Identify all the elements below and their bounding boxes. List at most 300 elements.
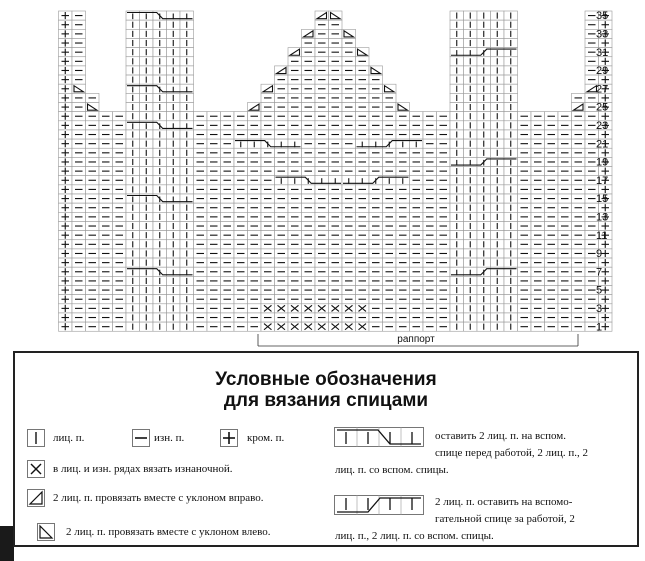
cell-purl-stitch: [572, 93, 586, 102]
cell-knit-stitch: [180, 212, 194, 221]
cell-purl-stitch: [329, 29, 343, 38]
cell-purl-stitch: [207, 148, 221, 157]
cell-purl-stitch: [356, 103, 370, 112]
cell-purl-stitch: [531, 258, 545, 267]
cell-knit-stitch: [126, 276, 140, 285]
cell-knit-stitch: [504, 258, 518, 267]
cell-purl-stitch: [531, 148, 545, 157]
cell-purl-stitch: [329, 157, 343, 166]
cell-purl-stitch: [572, 185, 586, 194]
cell-purl-stitch: [410, 322, 424, 331]
cell-knit-stitch: [180, 286, 194, 295]
cell-purl-stitch: [113, 267, 127, 276]
cell-purl-stitch: [423, 112, 437, 121]
cell-purl-stitch: [288, 267, 302, 276]
cell-purl-stitch: [572, 157, 586, 166]
cell-purl-stitch: [275, 167, 289, 176]
cell-knit-stitch: [504, 276, 518, 285]
cell-purl-stitch: [369, 267, 383, 276]
cell-purl-stitch: [423, 121, 437, 130]
cell-purl-stitch: [194, 194, 208, 203]
cell-purl-stitch: [72, 313, 86, 322]
cell-purl-stitch: [72, 304, 86, 313]
cell-purl-stitch: [342, 221, 356, 230]
cell-purl-stitch: [315, 103, 329, 112]
cell-purl-stitch: [72, 121, 86, 130]
cell-purl-stitch: [572, 322, 586, 331]
cell-purl-stitch: [531, 231, 545, 240]
cell-knit-stitch: [450, 121, 464, 130]
legend-dec-left-label: 2 лиц. п. провязать вместе с уклоном влево.: [66, 526, 271, 538]
cell-knit-stitch: [477, 258, 491, 267]
cell-purl-stitch: [194, 167, 208, 176]
cell-edge-stitch: [59, 267, 73, 276]
cell-knit-stitch: [126, 20, 140, 29]
cell-purl-stitch: [99, 313, 113, 322]
cell-knit-stitch: [180, 139, 194, 148]
cell-knit-stitch: [504, 212, 518, 221]
cell-purl-stitch: [423, 194, 437, 203]
cell-knit-stitch: [153, 304, 167, 313]
cell-knit-stitch: [450, 231, 464, 240]
cell-purl-stitch: [99, 286, 113, 295]
cell-knit-stitch: [477, 121, 491, 130]
cell-knit-stitch: [126, 139, 140, 148]
cell-purl-on-both-sides: [275, 322, 289, 331]
cell-purl-stitch: [572, 121, 586, 130]
cell-purl-stitch: [572, 313, 586, 322]
cell-knit-stitch: [504, 29, 518, 38]
cell-purl-stitch: [275, 249, 289, 258]
cell-purl-stitch: [423, 167, 437, 176]
cell-purl-stitch: [545, 322, 559, 331]
cell-purl-stitch: [518, 194, 532, 203]
cell-purl-stitch: [248, 258, 262, 267]
cell-knit-stitch: [464, 57, 478, 66]
cell-purl-stitch: [558, 322, 572, 331]
cell-purl-stitch: [342, 167, 356, 176]
cell-purl-stitch: [248, 157, 262, 166]
cell-purl-stitch: [72, 103, 86, 112]
cell-purl-stitch: [221, 139, 235, 148]
cell-edge-stitch: [59, 157, 73, 166]
cell-purl-stitch: [545, 231, 559, 240]
cell-knit-stitch: [140, 139, 154, 148]
cell-knit-stitch: [504, 84, 518, 93]
cell-purl-stitch: [437, 304, 451, 313]
cell-purl-stitch: [261, 221, 275, 230]
cell-purl-stitch: [207, 304, 221, 313]
cell-knit-stitch: [140, 130, 154, 139]
cell-purl-stitch: [356, 249, 370, 258]
cell-purl-stitch: [342, 48, 356, 57]
cell-purl-stitch: [396, 276, 410, 285]
cell-knit-stitch: [140, 276, 154, 285]
cell-knit-stitch: [477, 221, 491, 230]
cell-edge-stitch: [59, 212, 73, 221]
cell-purl-stitch: [207, 139, 221, 148]
cell-purl-stitch: [383, 258, 397, 267]
cell-purl-stitch: [302, 148, 316, 157]
cell-purl-stitch: [261, 212, 275, 221]
cell-purl-stitch: [288, 66, 302, 75]
cell-purl-stitch: [410, 176, 424, 185]
cell-decrease-right-slant: [572, 103, 586, 112]
cell-knit-stitch: [167, 38, 181, 47]
cell-knit-stitch: [491, 313, 505, 322]
cell-purl-stitch: [315, 249, 329, 258]
cell-knit-stitch: [464, 167, 478, 176]
cell-purl-stitch: [275, 313, 289, 322]
cell-purl-stitch: [369, 240, 383, 249]
cell-purl-stitch: [423, 249, 437, 258]
cell-knit-stitch: [180, 249, 194, 258]
cell-knit-stitch: [167, 103, 181, 112]
cell-purl-stitch: [383, 130, 397, 139]
cell-purl-stitch: [315, 112, 329, 121]
cell-purl-stitch: [545, 240, 559, 249]
cell-purl-stitch: [437, 121, 451, 130]
cell-purl-stitch: [221, 304, 235, 313]
cell-purl-stitch: [437, 322, 451, 331]
cell-purl-stitch: [342, 139, 356, 148]
cell-purl-stitch: [531, 240, 545, 249]
cell-knit-stitch: [504, 112, 518, 121]
cell-purl-stitch: [518, 139, 532, 148]
cell-purl-stitch: [248, 240, 262, 249]
cell-purl-stitch: [221, 203, 235, 212]
cell-knit-stitch: [153, 249, 167, 258]
cell-purl-stitch: [329, 112, 343, 121]
cell-purl-stitch: [410, 304, 424, 313]
cell-purl-on-both-sides: [356, 322, 370, 331]
cell-decrease-right-slant: [261, 84, 275, 93]
cell-purl-stitch: [437, 194, 451, 203]
cell-knit-stitch: [491, 103, 505, 112]
legend-x-label: в лиц. и изн. рядах вязать изнаночной.: [53, 463, 233, 475]
cell-purl-stitch: [86, 167, 100, 176]
cell-purl-stitch: [558, 276, 572, 285]
cell-purl-stitch: [86, 176, 100, 185]
cell-purl-stitch: [383, 194, 397, 203]
cell-knit-stitch: [180, 38, 194, 47]
cell-purl-stitch: [545, 276, 559, 285]
legend-panel: [13, 351, 639, 547]
cell-purl-stitch: [315, 48, 329, 57]
cell-knit-stitch: [477, 304, 491, 313]
cell-purl-stitch: [275, 212, 289, 221]
cell-purl-stitch: [423, 185, 437, 194]
cell-purl-stitch: [72, 48, 86, 57]
cell-knit-stitch: [167, 29, 181, 38]
cell-purl-stitch: [261, 121, 275, 130]
cell-purl-stitch: [369, 93, 383, 102]
cell-knit-stitch: [464, 258, 478, 267]
cell-purl-stitch: [572, 194, 586, 203]
cell-knit-stitch: [180, 112, 194, 121]
cell-knit-stitch: [477, 57, 491, 66]
cell-knit-stitch: [153, 176, 167, 185]
cell-knit-stitch: [167, 157, 181, 166]
cell-purl-stitch: [86, 221, 100, 230]
cell-purl-stitch: [221, 313, 235, 322]
cell-purl-stitch: [329, 121, 343, 130]
cell-purl-stitch: [288, 75, 302, 84]
cell-purl-stitch: [194, 304, 208, 313]
cell-knit-stitch: [126, 48, 140, 57]
cell-purl-stitch: [356, 276, 370, 285]
cell-purl-stitch: [315, 240, 329, 249]
cell-purl-stitch: [342, 148, 356, 157]
cell-knit-stitch: [153, 66, 167, 75]
cell-purl-stitch: [99, 240, 113, 249]
cell-knit-stitch: [504, 103, 518, 112]
cell-purl-stitch: [558, 313, 572, 322]
cell-purl-stitch: [437, 240, 451, 249]
cell-edge-stitch: [59, 57, 73, 66]
cell-purl-stitch: [518, 249, 532, 258]
cell-purl-stitch: [329, 295, 343, 304]
cell-knit-stitch: [450, 11, 464, 20]
cell-purl-stitch: [545, 176, 559, 185]
cell-knit-stitch: [491, 130, 505, 139]
cell-knit-stitch: [140, 93, 154, 102]
cell-purl-stitch: [396, 194, 410, 203]
cell-purl-stitch: [383, 249, 397, 258]
cell-purl-stitch: [342, 84, 356, 93]
cell-knit-stitch: [450, 38, 464, 47]
cell-purl-stitch: [72, 194, 86, 203]
cell-purl-stitch: [275, 148, 289, 157]
cell-knit-stitch: [491, 93, 505, 102]
cell-purl-stitch: [72, 75, 86, 84]
cell-knit-stitch: [167, 57, 181, 66]
cell-purl-stitch: [302, 295, 316, 304]
cell-purl-stitch: [113, 194, 127, 203]
cell-knit-stitch: [140, 231, 154, 240]
cell-purl-stitch: [99, 203, 113, 212]
cell-purl-stitch: [369, 249, 383, 258]
cell-knit-stitch: [153, 203, 167, 212]
cell-knit-stitch: [464, 286, 478, 295]
cell-knit-stitch: [167, 286, 181, 295]
cell-knit-stitch: [140, 176, 154, 185]
cell-knit-stitch: [464, 84, 478, 93]
cell-purl-stitch: [113, 304, 127, 313]
cell-purl-stitch: [396, 212, 410, 221]
cell-purl-stitch: [410, 240, 424, 249]
cell-purl-stitch: [396, 295, 410, 304]
cell-purl-stitch: [518, 157, 532, 166]
cell-knit-stitch: [140, 66, 154, 75]
cell-purl-stitch: [396, 249, 410, 258]
cell-knit-stitch: [126, 249, 140, 258]
cell-knit-stitch: [180, 93, 194, 102]
cell-purl-stitch: [234, 322, 248, 331]
cell-purl-stitch: [113, 258, 127, 267]
cell-purl-stitch: [342, 75, 356, 84]
cell-knit-stitch: [504, 221, 518, 230]
cell-knit-stitch: [504, 139, 518, 148]
cell-purl-stitch: [572, 221, 586, 230]
cell-purl-stitch: [545, 130, 559, 139]
cell-knit-stitch: [504, 194, 518, 203]
cell-purl-stitch: [302, 240, 316, 249]
cell-knit-stitch: [450, 212, 464, 221]
cell-purl-stitch: [342, 57, 356, 66]
cell-knit-stitch: [167, 221, 181, 230]
cell-edge-stitch: [59, 29, 73, 38]
cell-knit-stitch: [180, 148, 194, 157]
cell-purl-stitch: [545, 221, 559, 230]
cell-knit-stitch: [504, 286, 518, 295]
cell-purl-stitch: [113, 130, 127, 139]
cell-edge-stitch: [59, 139, 73, 148]
cell-purl-stitch: [99, 276, 113, 285]
cell-edge-stitch: [59, 258, 73, 267]
cell-purl-stitch: [275, 103, 289, 112]
cell-knit-stitch: [180, 304, 194, 313]
cell-purl-stitch: [369, 203, 383, 212]
cell-purl-stitch: [531, 185, 545, 194]
row-number-21: 21: [596, 138, 609, 151]
cell-purl-stitch: [410, 212, 424, 221]
cell-purl-on-both-sides: [261, 322, 275, 331]
cell-purl-stitch: [423, 295, 437, 304]
cell-knit-stitch: [167, 258, 181, 267]
cell-purl-stitch: [369, 304, 383, 313]
cell-purl-stitch: [288, 203, 302, 212]
cell-knit-stitch: [491, 148, 505, 157]
cell-purl-stitch: [248, 130, 262, 139]
cell-knit-stitch: [126, 203, 140, 212]
cell-purl-stitch: [86, 148, 100, 157]
cell-knit-stitch: [504, 304, 518, 313]
cell-purl-stitch: [221, 176, 235, 185]
cell-purl-stitch: [410, 295, 424, 304]
cell-purl-stitch: [86, 240, 100, 249]
cell-purl-stitch: [329, 20, 343, 29]
cell-purl-stitch: [356, 75, 370, 84]
cell-knit-stitch: [477, 20, 491, 29]
cell-purl-stitch: [302, 286, 316, 295]
cell-knit-stitch: [180, 57, 194, 66]
cell-purl-stitch: [531, 176, 545, 185]
cell-purl-stitch: [221, 267, 235, 276]
cell-purl-stitch: [531, 304, 545, 313]
cell-purl-stitch: [369, 258, 383, 267]
cell-knit-stitch: [464, 221, 478, 230]
cell-purl-stitch: [410, 157, 424, 166]
cell-knit-stitch: [180, 75, 194, 84]
cell-purl-stitch: [113, 221, 127, 230]
cell-edge-stitch: [59, 313, 73, 322]
cell-knit-stitch: [153, 258, 167, 267]
cell-purl-stitch: [221, 221, 235, 230]
cell-knit-stitch: [450, 249, 464, 258]
cell-decrease-right-slant: [275, 66, 289, 75]
cell-purl-on-both-sides: [315, 304, 329, 313]
cell-purl-stitch: [437, 167, 451, 176]
cell-knit-stitch: [464, 11, 478, 20]
cell-purl-stitch: [558, 295, 572, 304]
cell-knit-stitch: [464, 75, 478, 84]
row-number-9: 9: [596, 248, 603, 261]
cell-purl-stitch: [194, 148, 208, 157]
cell-purl-stitch: [261, 267, 275, 276]
cell-purl-stitch: [383, 221, 397, 230]
cell-purl-stitch: [518, 130, 532, 139]
cell-purl-stitch: [99, 130, 113, 139]
cell-knit-stitch: [126, 313, 140, 322]
cell-purl-stitch: [315, 157, 329, 166]
cell-knit-stitch: [477, 130, 491, 139]
cell-knit-stitch: [450, 304, 464, 313]
cell-knit-stitch: [180, 157, 194, 166]
cell-purl-stitch: [558, 194, 572, 203]
cell-purl-stitch: [221, 249, 235, 258]
cell-knit-stitch: [477, 313, 491, 322]
cell-purl-stitch: [329, 267, 343, 276]
cell-purl-stitch: [545, 157, 559, 166]
cell-knit-stitch: [504, 121, 518, 130]
cell-purl-stitch: [545, 121, 559, 130]
cell-knit-stitch: [477, 194, 491, 203]
cell-purl-stitch: [531, 295, 545, 304]
cell-purl-stitch: [207, 157, 221, 166]
cell-purl-stitch: [113, 203, 127, 212]
cell-knit-stitch: [504, 240, 518, 249]
cell-knit-stitch: [477, 176, 491, 185]
cell-knit-stitch: [504, 295, 518, 304]
cell-purl-stitch: [194, 276, 208, 285]
cell-purl-stitch: [113, 231, 127, 240]
cell-purl-stitch: [72, 20, 86, 29]
cell-knit-stitch: [477, 203, 491, 212]
cell-purl-stitch: [315, 167, 329, 176]
cell-purl-stitch: [329, 185, 343, 194]
cell-purl-stitch: [315, 93, 329, 102]
cell-purl-stitch: [423, 286, 437, 295]
cell-edge-stitch: [59, 167, 73, 176]
cell-purl-stitch: [207, 240, 221, 249]
cell-knit-stitch: [450, 176, 464, 185]
cell-purl-stitch: [221, 276, 235, 285]
cell-knit-stitch: [153, 20, 167, 29]
cell-purl-stitch: [261, 286, 275, 295]
cell-purl-stitch: [369, 103, 383, 112]
cell-purl-stitch: [288, 231, 302, 240]
row-number-11: 11: [596, 229, 608, 242]
cell-knit-stitch: [450, 295, 464, 304]
cell-purl-stitch: [221, 157, 235, 166]
cell-purl-stitch: [248, 249, 262, 258]
cell-knit-stitch: [140, 212, 154, 221]
cell-edge-stitch: [59, 276, 73, 285]
cell-purl-stitch: [437, 130, 451, 139]
cell-purl-stitch: [369, 112, 383, 121]
cell-edge-stitch: [59, 295, 73, 304]
cell-purl-stitch: [72, 93, 86, 102]
cell-edge-stitch: [59, 322, 73, 331]
cell-knit-stitch: [450, 139, 464, 148]
cell-purl-stitch: [275, 231, 289, 240]
cell-purl-stitch: [288, 295, 302, 304]
cell-purl-stitch: [194, 221, 208, 230]
cell-knit-stitch: [167, 48, 181, 57]
cell-purl-stitch: [113, 295, 127, 304]
cell-edge-stitch: [59, 304, 73, 313]
